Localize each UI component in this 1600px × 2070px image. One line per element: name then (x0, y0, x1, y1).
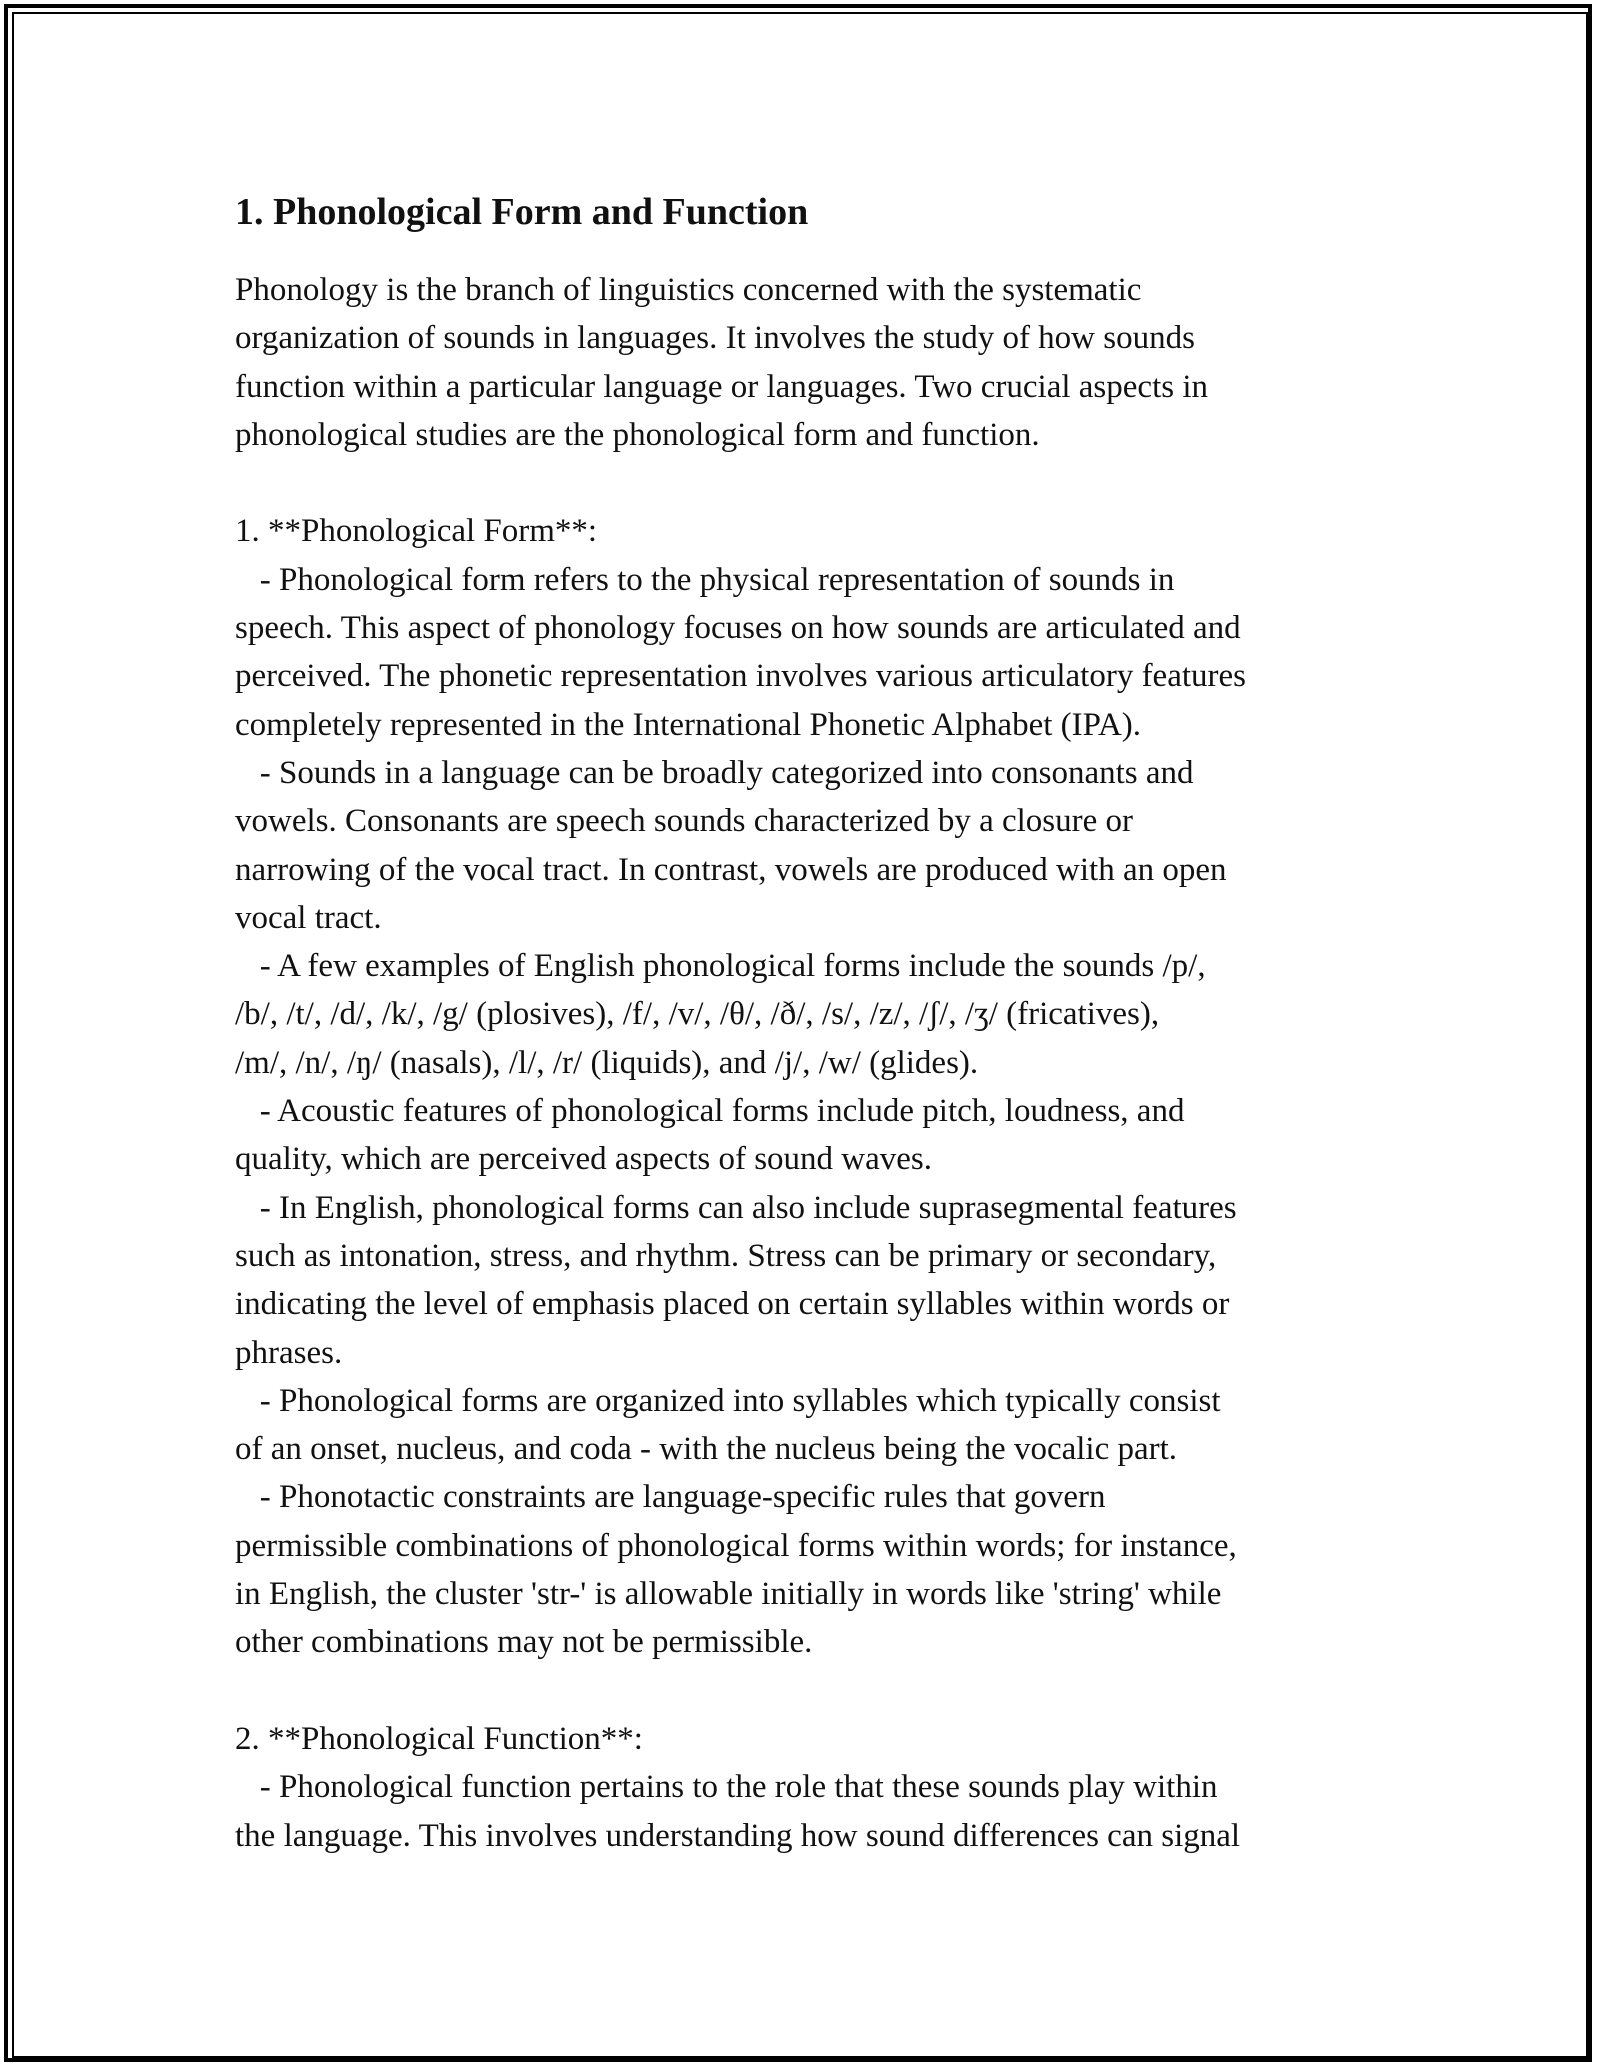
text-line: indicating the level of emphasis placed on certain syllables within words or (235, 1286, 1230, 1323)
blank-line (235, 1667, 1375, 1715)
text-line: - Phonological forms are organized into syllables which typically consist (235, 1382, 1221, 1419)
text-line: the language. This involves understanding how sound differences can signal (235, 1817, 1241, 1854)
text-line: - Phonological form refers to the physical representation of sounds in (235, 561, 1175, 598)
text-lines (235, 266, 1375, 1860)
text-line: such as intonation, stress, and rhythm. Stress can be primary or secondary, (235, 1237, 1217, 1274)
text-line: /m/, /n/, /ŋ/ (nasals), /l/, /r/ (liquids), and /j/, /w/ (glides). (235, 1044, 979, 1081)
text-line: phonological studies are the phonological form and function. (235, 416, 1040, 453)
text-line: - Sounds in a language can be broadly categorized into consonants and (235, 754, 1194, 791)
document-body (235, 184, 1375, 1860)
text-line: 2. **Phonological Function**: (235, 1720, 643, 1757)
text-line: in English, the cluster 'str-' is allowable initially in words like 'string' while (235, 1576, 1222, 1613)
text-line: - Acoustic features of phonological forms include pitch, loudness, and (235, 1093, 1185, 1130)
text-line: perceived. The phonetic representation involves various articulatory features (235, 658, 1246, 695)
text-line: - Phonotactic constraints are language-specific rules that govern (235, 1479, 1106, 1516)
text-line: organization of sounds in languages. It involves the study of how sounds (235, 320, 1195, 357)
text-line: vowels. Consonants are speech sounds characterized by a closure or (235, 803, 1134, 840)
text-line: quality, which are perceived aspects of sound waves. (235, 1141, 933, 1178)
text-line: /b/, /t/, /d/, /k/, /g/ (plosives), /f/, /v/, /θ/, /ð/, /s/, /z/, /ʃ/, /ʒ/ (fricatives), (235, 996, 1160, 1033)
text-line: 1. **Phonological Form**: (235, 513, 598, 550)
text-line: phrases. (235, 1334, 343, 1371)
text-line: of an onset, nucleus, and coda - with the nucleus being the vocalic part. (235, 1431, 1178, 1468)
text-line: other combinations may not be permissible. (235, 1624, 813, 1661)
text-line: Phonology is the branch of linguistics concerned with the systematic (235, 272, 1142, 308)
text-line: permissible combinations of phonological forms within words; for instance, (235, 1527, 1237, 1564)
text-line: narrowing of the vocal tract. In contrast, vowels are produced with an open (235, 851, 1227, 888)
text-line: function within a particular language or languages. Two crucial aspects in (235, 368, 1209, 405)
text-line: completely represented in the International Phonetic Alphabet (IPA). (235, 706, 1142, 743)
text-line: vocal tract. (235, 899, 382, 936)
text-line: speech. This aspect of phonology focuses on how sounds are articulated and (235, 610, 1241, 647)
text-line: - A few examples of English phonological forms include the sounds /p/, (235, 948, 1206, 985)
section-heading: 1. Phonological Form and Function (235, 191, 809, 233)
blank-line (235, 459, 1375, 507)
text-line: - In English, phonological forms can also include suprasegmental features (235, 1189, 1237, 1226)
text-line: - Phonological function pertains to the role that these sounds play within (235, 1769, 1218, 1806)
